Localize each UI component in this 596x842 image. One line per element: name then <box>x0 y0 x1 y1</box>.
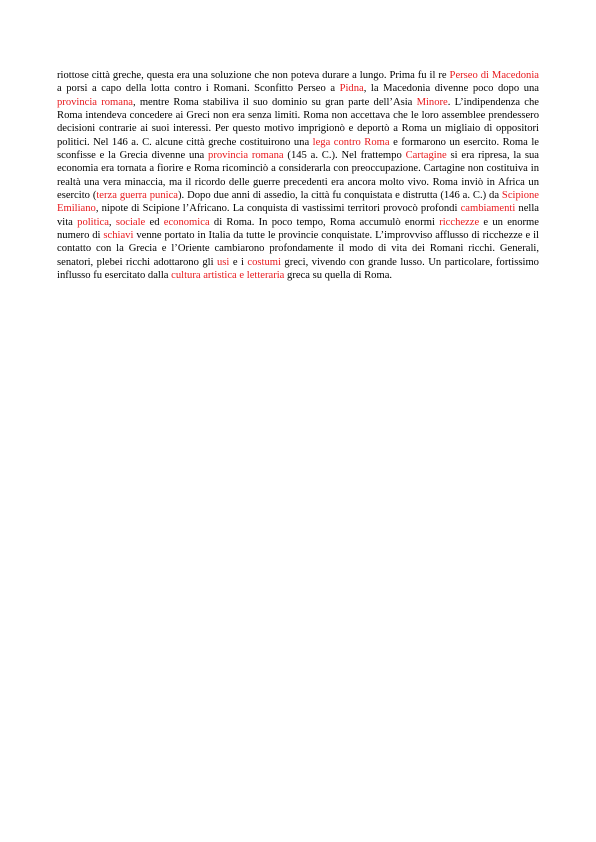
text-run: . L’indipendenza che Roma intendeva concedere ai Greci non era senza limiti. Roma non accettava che le loro assemblee prendessero decisioni contrarie ai suoi interessi. Per questo motivo imprigionò e deportò a Roma un migliaio di oppositori politici. Nel 146 a. C. alcune città greche costituirono una <box>57 96 539 148</box>
text-run: ed <box>145 216 164 228</box>
highlighted-term: Pidna <box>339 83 364 95</box>
highlighted-term: economica <box>163 216 210 228</box>
highlighted-term: Perseo di Macedonia <box>449 70 539 81</box>
text-run: si era ripresa, la sua economia era tornata a fiorire e Roma ricominciò a considerarla con preoccupazione. Cartagine non costituiva in realtà una vera minaccia, ma il ricordo delle guerre precedenti era ancora molto vivo. Roma inviò in Africa un esercito ( <box>57 150 539 202</box>
text-run: , la Macedonia divenne poco dopo una <box>363 83 539 95</box>
text-run: nella vita <box>57 203 539 228</box>
text-run: , mentre Roma stabiliva il suo dominio su gran parte dell’Asia <box>132 96 417 108</box>
text-run: e un enorme numero di <box>57 216 539 242</box>
highlighted-term: provincia romana <box>208 150 284 162</box>
highlighted-term: terza guerra punica <box>96 190 179 202</box>
highlighted-term: schiavi <box>103 230 134 242</box>
text-run: venne portato in Italia da tutte le provincie conquistate. L’improvviso afflusso di ricchezze e il contatto con la Grecia e l’Oriente cambiarono profondamente il modo di vita dei Romani ricchi. Generali, senatori, plebei ricchi adottarono gli <box>57 230 539 268</box>
highlighted-term: cambiamenti <box>460 203 516 215</box>
text-run: riottose città greche, questa era una soluzione che non poteva durare a lungo. Prima fu il re <box>57 70 450 81</box>
highlighted-term: lega contro Roma <box>312 136 390 148</box>
text-run: , <box>108 216 116 228</box>
text-run: a porsi a capo della lotta contro i Romani. Sconfitto Perseo a <box>57 83 340 95</box>
highlighted-term: provincia romana <box>57 96 133 108</box>
highlighted-term: politica <box>77 216 109 228</box>
text-run: greci, vivendo con grande lusso. Un particolare, fortissimo influsso fu esercitato dalla <box>57 256 539 282</box>
text-run: , nipote di Scipione l’Africano. La conquista di vastissimi territori provocò profondi <box>95 203 461 215</box>
highlighted-term: usi <box>216 256 230 268</box>
highlighted-term: Cartagine <box>405 150 447 162</box>
text-run: e i <box>229 256 248 268</box>
highlighted-term: ricchezze <box>439 216 480 228</box>
highlighted-term: cultura artistica e letteraria <box>171 270 285 282</box>
text-run: (145 a. C.). Nel frattempo <box>283 150 406 162</box>
text-run: greca su quella di Roma. <box>284 270 393 282</box>
highlighted-term: costumi <box>247 256 281 268</box>
highlighted-term: Minore <box>416 96 448 108</box>
highlighted-term: sociale <box>115 216 146 228</box>
highlighted-term: Scipione Emiliano <box>57 190 539 215</box>
text-run: e formarono un esercito. Roma le sconfisse e la Grecia divenne una <box>57 136 539 162</box>
text-run: ). Dopo due anni di assedio, la città fu conquistata e distrutta (146 a. C.) da <box>178 190 502 202</box>
text-run: di Roma. In poco tempo, Roma accumulò enormi <box>209 216 440 228</box>
body-paragraph <box>57 69 539 283</box>
